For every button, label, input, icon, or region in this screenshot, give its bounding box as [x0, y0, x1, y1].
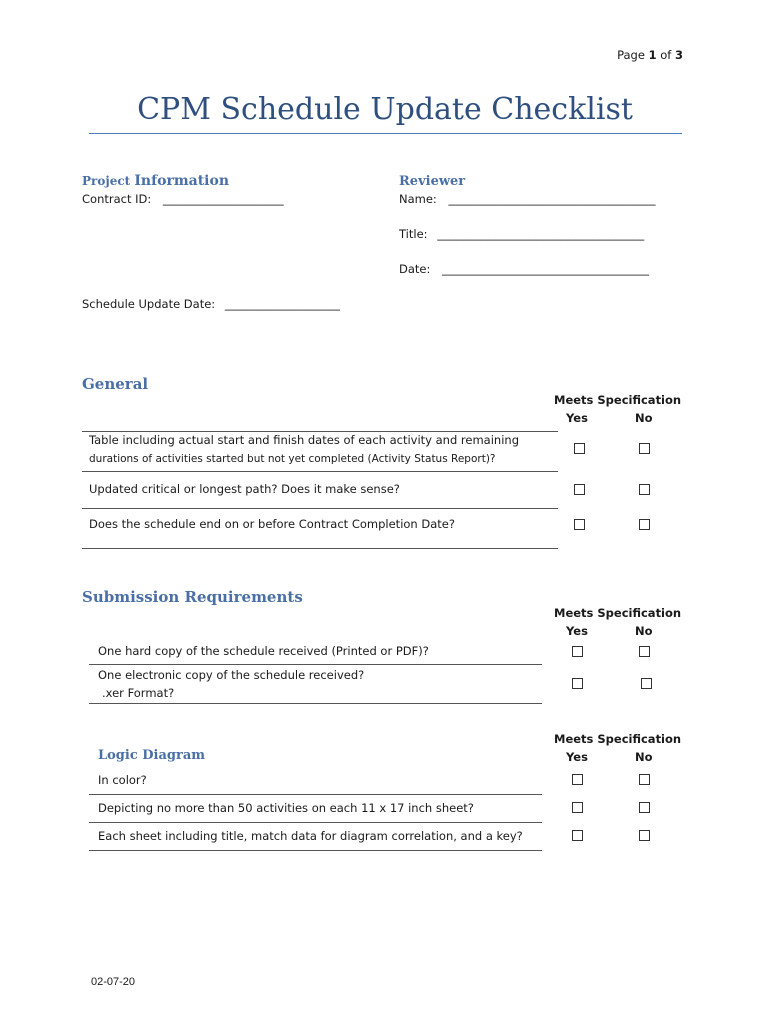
logic-item-3-no-checkbox[interactable] — [639, 830, 650, 841]
submission-item-2-no-checkbox[interactable] — [641, 678, 652, 689]
divider — [89, 850, 542, 851]
contract-id-blank: _____________________ — [162, 192, 284, 206]
general-yes-header: Yes — [566, 411, 588, 425]
general-item-1-text-2: durations of activities started but not yet completed (Activity Status Report)? — [89, 453, 496, 465]
page-title: CPM Schedule Update Checklist — [137, 92, 633, 127]
reviewer-name-blank: ____________________________________ — [448, 192, 656, 206]
divider — [89, 703, 542, 704]
page-current: 1 — [648, 48, 657, 62]
general-item-2-yes-checkbox[interactable] — [574, 484, 585, 495]
logic-item-1-text: In color? — [98, 773, 147, 787]
general-no-header: No — [635, 411, 653, 425]
divider — [89, 664, 542, 665]
schedule-update-date-field[interactable] — [82, 297, 340, 311]
reviewer-title-blank: ____________________________________ — [437, 227, 645, 241]
submission-item-1-text: One hard copy of the schedule received (Printed or PDF)? — [98, 644, 429, 658]
logic-item-3-text: Each sheet including title, match data for diagram correlation, and a key? — [98, 829, 523, 843]
schedule-date-blank: ____________________ — [224, 297, 340, 311]
logic-meets-spec-header: Meets Specification — [554, 732, 682, 746]
reviewer-date-label: Date: — [399, 262, 431, 276]
logic-heading: Logic Diagram — [98, 748, 206, 763]
submission-item-2-text: One electronic copy of the schedule received? — [98, 668, 365, 682]
divider — [82, 548, 558, 549]
submission-meets-spec-header: Meets Specification — [554, 606, 682, 620]
logic-item-1-yes-checkbox[interactable] — [572, 774, 583, 785]
divider — [82, 471, 558, 472]
divider — [82, 508, 558, 509]
divider — [89, 822, 542, 823]
project-info-heading: Project Information — [82, 173, 230, 189]
general-item-1-yes-checkbox[interactable] — [574, 443, 585, 454]
reviewer-date-blank: ____________________________________ — [442, 262, 650, 276]
logic-item-2-text: Depicting no more than 50 activities on each 11 x 17 inch sheet? — [98, 801, 474, 815]
submission-item-1-no-checkbox[interactable] — [639, 646, 650, 657]
reviewer-name-field[interactable] — [399, 192, 655, 206]
general-item-1-text: Table including actual start and finish dates of each activity and remaining — [89, 433, 519, 447]
general-item-2-no-checkbox[interactable] — [639, 484, 650, 495]
submission-item-2-text-2: .xer Format? — [102, 686, 175, 700]
reviewer-heading: Reviewer — [399, 174, 466, 189]
reviewer-title-field[interactable] — [399, 227, 644, 241]
submission-yes-header: Yes — [566, 624, 588, 638]
logic-item-3-yes-checkbox[interactable] — [572, 830, 583, 841]
schedule-date-label: Schedule Update Date: — [82, 297, 216, 311]
divider — [82, 431, 558, 432]
general-meets-spec-header: Meets Specification — [554, 393, 682, 407]
submission-item-1-yes-checkbox[interactable] — [572, 646, 583, 657]
submission-item-2-yes-checkbox[interactable] — [572, 678, 583, 689]
submission-no-header: No — [635, 624, 653, 638]
divider — [89, 794, 542, 795]
general-heading: General — [82, 375, 149, 393]
general-item-3-yes-checkbox[interactable] — [574, 519, 585, 530]
general-item-2-text: Updated critical or longest path? Does it make sense? — [89, 482, 400, 496]
reviewer-name-label: Name: — [399, 192, 437, 206]
contract-id-field[interactable] — [82, 192, 284, 206]
submission-heading: Submission Requirements — [82, 588, 303, 606]
page-number: Page 1 of 3 — [617, 48, 683, 62]
general-item-3-text: Does the schedule end on or before Contract Completion Date? — [89, 517, 455, 531]
logic-item-1-no-checkbox[interactable] — [639, 774, 650, 785]
logic-yes-header: Yes — [566, 750, 588, 764]
logic-item-2-yes-checkbox[interactable] — [572, 802, 583, 813]
general-item-3-no-checkbox[interactable] — [639, 519, 650, 530]
general-item-1-no-checkbox[interactable] — [639, 443, 650, 454]
reviewer-title-label: Title: — [399, 227, 428, 241]
title-underline — [89, 133, 682, 134]
page-total: 3 — [674, 48, 683, 62]
contract-id-label: Contract ID: — [82, 192, 152, 206]
logic-item-2-no-checkbox[interactable] — [639, 802, 650, 813]
reviewer-date-field[interactable] — [399, 262, 649, 276]
logic-no-header: No — [635, 750, 653, 764]
footer-date: 02-07-20 — [91, 976, 136, 988]
